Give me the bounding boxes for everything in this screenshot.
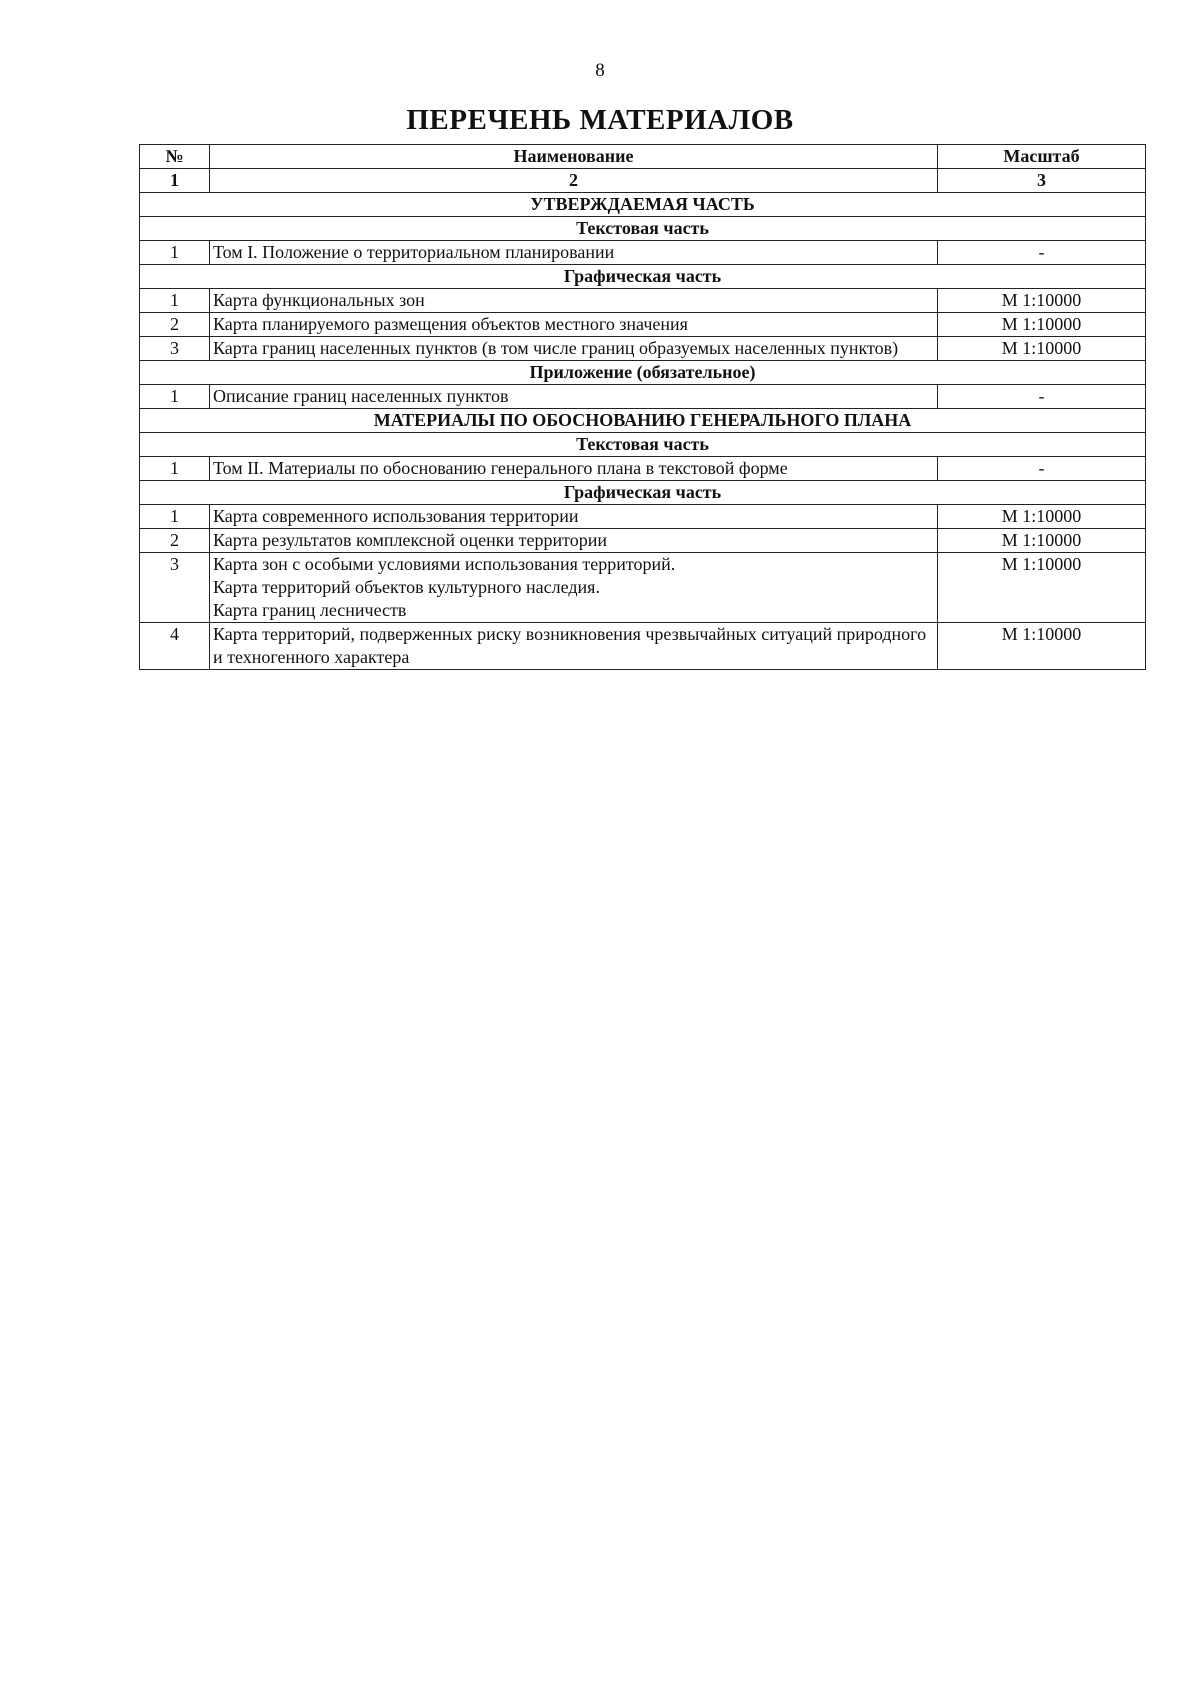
row-scale: М 1:10000 <box>938 289 1146 313</box>
row-num: 1 <box>140 505 210 529</box>
table-row <box>140 337 1146 361</box>
subsection-title: Текстовая часть <box>140 217 1146 241</box>
row-name: Карта функциональных зон <box>210 289 938 313</box>
section-title: УТВЕРЖДАЕМАЯ ЧАСТЬ <box>140 193 1146 217</box>
row-num: 1 <box>140 457 210 481</box>
row-name: Том II. Материалы по обоснованию генерального плана в текстовой форме <box>210 457 938 481</box>
subsection-justification-text <box>140 433 1146 457</box>
table-row <box>140 385 1146 409</box>
table-row <box>140 313 1146 337</box>
section-approved <box>140 193 1146 217</box>
row-name: Карта планируемого размещения объектов местного значения <box>210 313 938 337</box>
subsection-approved-appendix <box>140 361 1146 385</box>
row-num: 1 <box>140 241 210 265</box>
row-name: Карта современного использования территории <box>210 505 938 529</box>
header-name: Наименование <box>210 145 938 169</box>
table-row <box>140 529 1146 553</box>
row-scale: М 1:10000 <box>938 505 1146 529</box>
header-scale: Масштаб <box>938 145 1146 169</box>
row-num: 1 <box>140 385 210 409</box>
row-name: Том I. Положение о территориальном планировании <box>210 241 938 265</box>
subsection-approved-text <box>140 217 1146 241</box>
table-row <box>140 623 1146 670</box>
table-row <box>140 553 1146 623</box>
row-name: Карта территорий, подверженных риску возникновения чрезвычайных ситуаций природного и техногенного характера <box>210 623 938 670</box>
page-number: 8 <box>595 60 605 81</box>
column-number-3: 3 <box>938 169 1146 193</box>
subsection-justification-graphic <box>140 481 1146 505</box>
table-row <box>140 457 1146 481</box>
row-name: Карта результатов комплексной оценки территории <box>210 529 938 553</box>
row-num: 2 <box>140 529 210 553</box>
subsection-approved-graphic <box>140 265 1146 289</box>
subsection-title: Приложение (обязательное) <box>140 361 1146 385</box>
table-row <box>140 289 1146 313</box>
subsection-title: Графическая часть <box>140 265 1146 289</box>
row-scale: - <box>938 457 1146 481</box>
subsection-title: Графическая часть <box>140 481 1146 505</box>
column-number-1: 1 <box>140 169 210 193</box>
row-scale: М 1:10000 <box>938 529 1146 553</box>
row-name-line: Карта зон с особыми условиями использования территорий. <box>213 554 676 574</box>
row-scale: М 1:10000 <box>938 337 1146 361</box>
row-num: 3 <box>140 553 210 623</box>
row-name <box>210 553 938 623</box>
row-scale: М 1:10000 <box>938 313 1146 337</box>
materials-table <box>139 144 1146 670</box>
table-header-row <box>140 145 1146 169</box>
header-num: № <box>140 145 210 169</box>
column-number-2: 2 <box>210 169 938 193</box>
table-row <box>140 505 1146 529</box>
row-num: 3 <box>140 337 210 361</box>
section-title: МАТЕРИАЛЫ ПО ОБОСНОВАНИЮ ГЕНЕРАЛЬНОГО ПЛАНА <box>140 409 1146 433</box>
row-num: 2 <box>140 313 210 337</box>
document-title: ПЕРЕЧЕНЬ МАТЕРИАЛОВ <box>406 104 794 136</box>
section-justification <box>140 409 1146 433</box>
row-name: Карта границ населенных пунктов (в том числе границ образуемых населенных пунктов) <box>210 337 938 361</box>
column-number-row <box>140 169 1146 193</box>
row-scale: М 1:10000 <box>938 553 1146 623</box>
subsection-title: Текстовая часть <box>140 433 1146 457</box>
row-scale: - <box>938 241 1146 265</box>
row-scale: - <box>938 385 1146 409</box>
table-row <box>140 241 1146 265</box>
row-scale: М 1:10000 <box>938 623 1146 670</box>
row-name-line: Карта границ лесничеств <box>213 600 407 620</box>
row-num: 4 <box>140 623 210 670</box>
row-num: 1 <box>140 289 210 313</box>
row-name: Описание границ населенных пунктов <box>210 385 938 409</box>
row-name-line: Карта территорий объектов культурного наследия. <box>213 577 600 597</box>
